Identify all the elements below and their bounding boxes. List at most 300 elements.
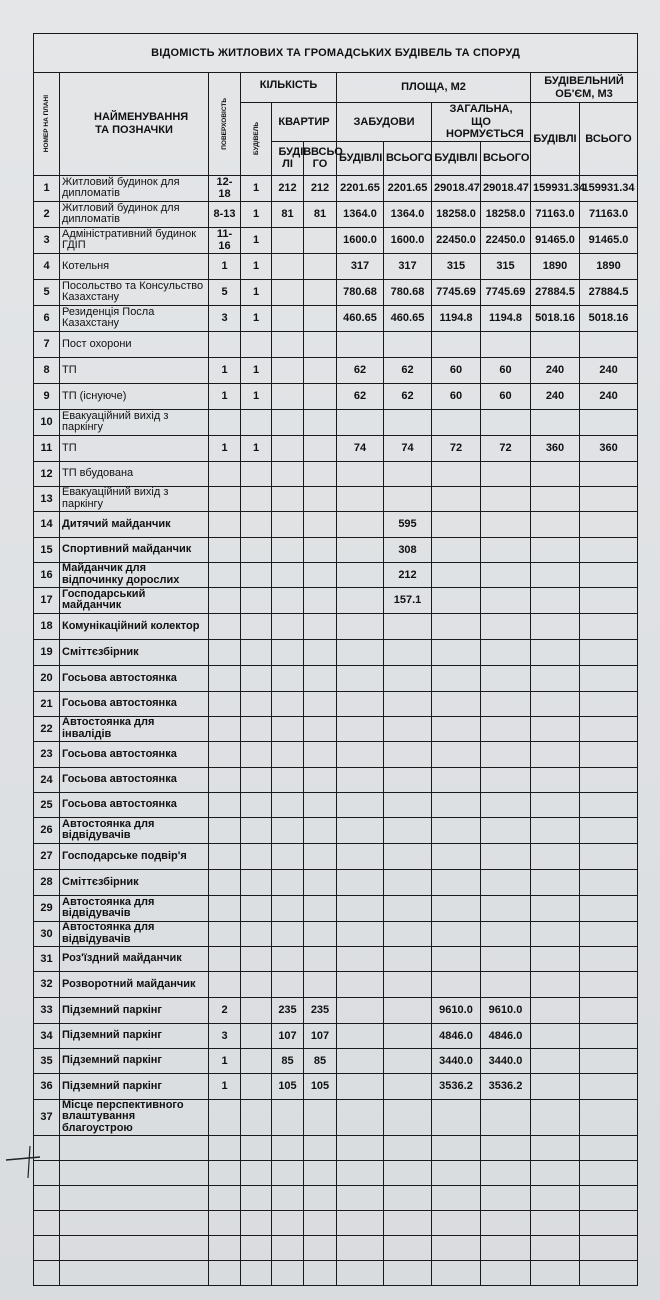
empty-cell [432,1235,481,1260]
empty-cell [481,1135,531,1160]
cell-fp-b: 780.68 [337,279,384,305]
cell-floors [209,716,241,741]
empty-cell [241,1210,272,1235]
cell-fp-t [384,946,432,971]
cell-apt-t [304,537,337,562]
cell-fp-t: 317 [384,253,432,279]
cell-fp-b: 1364.0 [337,201,384,227]
cell-fp-b [337,946,384,971]
cell-gen-t [481,895,531,921]
cell-vol-b [531,817,580,843]
cell-apt-b: 212 [272,175,304,201]
cell-buildings [241,461,272,486]
empty-cell [531,1210,580,1235]
cell-vol-b: 27884.5 [531,279,580,305]
cell-buildings [241,331,272,357]
empty-cell [432,1210,481,1235]
empty-cell [272,1160,304,1185]
cell-fp-b: 2201.65 [337,175,384,201]
header-vol-building: БУДІВЛІ [531,103,580,176]
empty-cell [384,1210,432,1235]
cell-buildings [241,817,272,843]
cell-gen-t [481,562,531,587]
empty-cell [241,1235,272,1260]
cell-gen-t: 4846.0 [481,1023,531,1048]
empty-cell [384,1235,432,1260]
cell-fp-b [337,639,384,665]
cell-fp-t [384,461,432,486]
empty-cell [60,1210,209,1235]
cell-apt-t: 105 [304,1073,337,1099]
cell-apt-b [272,843,304,869]
empty-cell [531,1135,580,1160]
empty-cell [272,1185,304,1210]
cell-vol-t: 1890 [580,253,638,279]
cell-gen-b [432,691,481,716]
cell-fp-b [337,486,384,511]
cell-gen-b [432,486,481,511]
cell-num: 25 [34,792,60,817]
cell-num: 24 [34,767,60,792]
cell-fp-t [384,1073,432,1099]
cell-apt-t [304,843,337,869]
cell-fp-t [384,971,432,997]
empty-cell [384,1135,432,1160]
cell-apt-t [304,305,337,331]
cell-apt-t [304,792,337,817]
cell-num: 7 [34,331,60,357]
cell-apt-t [304,971,337,997]
cell-name: ТП (існуюче) [60,383,209,409]
header-area: ПЛОЩА, М2 [337,73,531,103]
cell-apt-b [272,639,304,665]
table-row [34,409,638,435]
table-row [34,305,638,331]
cell-fp-t [384,1099,432,1135]
cell-floors [209,741,241,767]
cell-gen-b: 60 [432,383,481,409]
empty-cell [241,1160,272,1185]
cell-fp-b [337,613,384,639]
cell-fp-b [337,997,384,1023]
cell-num: 13 [34,486,60,511]
cell-floors [209,895,241,921]
cell-name: Дитячий майданчик [60,511,209,537]
empty-cell [580,1210,638,1235]
cell-name: Комунікаційний колектор [60,613,209,639]
cell-vol-b: 5018.16 [531,305,580,331]
cell-apt-b [272,253,304,279]
cell-fp-t: 1600.0 [384,227,432,253]
table-row [34,792,638,817]
table-row [34,741,638,767]
empty-cell [337,1210,384,1235]
empty-cell [272,1135,304,1160]
cell-vol-b [531,461,580,486]
header-apt-building: БУДІВ ЛІ [272,141,304,175]
cell-vol-t [580,1048,638,1073]
cell-vol-b [531,691,580,716]
cell-num: 34 [34,1023,60,1048]
cell-num: 22 [34,716,60,741]
cell-apt-t [304,486,337,511]
cell-fp-t: 74 [384,435,432,461]
cell-fp-t [384,1023,432,1048]
cell-apt-t [304,461,337,486]
cell-buildings: 1 [241,435,272,461]
empty-cell [384,1260,432,1285]
cell-num: 4 [34,253,60,279]
cell-buildings [241,716,272,741]
empty-cell [272,1210,304,1235]
cell-apt-b: 235 [272,997,304,1023]
cell-vol-b: 240 [531,383,580,409]
cell-gen-b: 60 [432,357,481,383]
cell-fp-b [337,869,384,895]
cell-num: 1 [34,175,60,201]
empty-cell [481,1235,531,1260]
cell-num: 31 [34,946,60,971]
cell-apt-b [272,537,304,562]
empty-cell [304,1260,337,1285]
cell-gen-t [481,843,531,869]
cell-fp-b [337,817,384,843]
header-volume: БУДІВЕЛЬНИЙ ОБ'ЄМ, М3 [531,73,638,103]
cell-fp-b [337,843,384,869]
cell-vol-b [531,511,580,537]
cell-gen-b: 29018.47 [432,175,481,201]
cell-apt-b: 81 [272,201,304,227]
cell-num: 17 [34,587,60,613]
cell-name: Сміттєзбірник [60,869,209,895]
cell-gen-b [432,817,481,843]
table-title: ВІДОМІСТЬ ЖИТЛОВИХ ТА ГРОМАДСЬКИХ БУДІВЕЛЬ ТА СПОРУД [34,34,638,73]
cell-fp-t: 2201.65 [384,175,432,201]
empty-cell [60,1260,209,1285]
cell-vol-b [531,1099,580,1135]
cell-gen-b: 4846.0 [432,1023,481,1048]
cell-buildings [241,741,272,767]
empty-cell [531,1260,580,1285]
cell-name: Котельня [60,253,209,279]
cell-fp-b [337,895,384,921]
cell-vol-t [580,741,638,767]
empty-cell [337,1160,384,1185]
empty-cell [209,1160,241,1185]
empty-cell [337,1185,384,1210]
cell-fp-t [384,486,432,511]
empty-row [34,1135,638,1160]
cell-num: 36 [34,1073,60,1099]
empty-cell [60,1235,209,1260]
cell-vol-t: 240 [580,383,638,409]
cell-buildings [241,665,272,691]
empty-cell [531,1185,580,1210]
cell-gen-t [481,946,531,971]
table-row [34,175,638,201]
empty-cell [241,1135,272,1160]
empty-cell [384,1160,432,1185]
empty-cell [432,1135,481,1160]
header-quantity: КІЛЬКІСТЬ [241,73,337,103]
cell-fp-t [384,895,432,921]
cell-buildings: 1 [241,383,272,409]
empty-cell [481,1160,531,1185]
cell-gen-b [432,843,481,869]
cell-gen-b: 315 [432,253,481,279]
cell-name: Підземний паркінг [60,1023,209,1048]
cell-vol-b [531,767,580,792]
cell-num: 26 [34,817,60,843]
cell-apt-t [304,279,337,305]
empty-cell [432,1160,481,1185]
cell-buildings [241,409,272,435]
cell-gen-t: 1194.8 [481,305,531,331]
cell-num: 37 [34,1099,60,1135]
cell-floors [209,537,241,562]
cell-apt-t [304,665,337,691]
cell-fp-b [337,331,384,357]
cell-apt-b: 85 [272,1048,304,1073]
cell-fp-t [384,716,432,741]
cell-apt-b [272,409,304,435]
cell-fp-t [384,843,432,869]
table-row [34,587,638,613]
header-footprint: ЗАБУДОВИ [337,103,432,142]
cell-vol-b [531,869,580,895]
cell-gen-b [432,792,481,817]
cell-num: 11 [34,435,60,461]
cell-floors [209,691,241,716]
cell-gen-b [432,921,481,946]
header-gen-building: БУДІВЛІ [432,141,481,175]
cell-vol-t [580,843,638,869]
cell-name: Посольство та Консульство Казахстану [60,279,209,305]
empty-cell [34,1260,60,1285]
cell-vol-t [580,587,638,613]
cell-gen-t [481,587,531,613]
cell-gen-b [432,971,481,997]
cell-vol-b: 1890 [531,253,580,279]
cell-num: 35 [34,1048,60,1073]
cell-vol-t: 91465.0 [580,227,638,253]
cell-buildings: 1 [241,305,272,331]
cell-vol-t [580,486,638,511]
cell-num: 19 [34,639,60,665]
cell-name: Евакуаційний вихід з паркінгу [60,486,209,511]
cell-vol-t [580,716,638,741]
cell-name: Спортивний майданчик [60,537,209,562]
cell-floors [209,946,241,971]
empty-cell [304,1210,337,1235]
cell-num: 21 [34,691,60,716]
table-row [34,331,638,357]
cell-apt-b [272,716,304,741]
cell-vol-t [580,639,638,665]
cell-floors: 1 [209,1073,241,1099]
cell-gen-b [432,665,481,691]
cell-floors: 2 [209,997,241,1023]
empty-cell [272,1260,304,1285]
cell-apt-t: 212 [304,175,337,201]
cell-floors [209,971,241,997]
cell-gen-t: 9610.0 [481,997,531,1023]
cell-name: Підземний паркінг [60,1048,209,1073]
buildings-table [33,33,638,1286]
cell-name: Майданчик для відпочинку дорослих [60,562,209,587]
cell-floors [209,1099,241,1135]
cell-apt-t [304,613,337,639]
empty-cell [304,1185,337,1210]
empty-cell [531,1160,580,1185]
table-row [34,716,638,741]
cell-floors [209,409,241,435]
table-row [34,869,638,895]
cell-apt-b [272,227,304,253]
cell-gen-b [432,537,481,562]
header-num-on-plan: НОМЕР НА ПЛАНІ [34,73,60,176]
cell-num: 32 [34,971,60,997]
cell-vol-b [531,613,580,639]
cell-vol-t [580,971,638,997]
empty-cell [304,1135,337,1160]
cell-fp-b: 62 [337,357,384,383]
empty-cell [34,1235,60,1260]
table-row [34,562,638,587]
cell-apt-t: 235 [304,997,337,1023]
cell-apt-b [272,435,304,461]
cell-apt-b [272,279,304,305]
empty-cell [580,1235,638,1260]
cell-gen-b [432,511,481,537]
cell-vol-t [580,1073,638,1099]
cell-gen-t [481,1099,531,1135]
cell-apt-b [272,383,304,409]
cell-gen-t [481,971,531,997]
cell-fp-t [384,331,432,357]
cell-fp-b [337,767,384,792]
cell-gen-b [432,946,481,971]
cell-vol-b [531,562,580,587]
empty-cell [580,1260,638,1285]
cell-name: Госьова автостоянка [60,665,209,691]
header-apt-total: ВСЬО ГО [304,141,337,175]
cell-num: 5 [34,279,60,305]
cell-buildings [241,562,272,587]
cell-buildings [241,1099,272,1135]
cell-apt-b [272,357,304,383]
cell-vol-b [531,486,580,511]
cell-name: Автостоянка для відвідувачів [60,817,209,843]
cell-apt-t [304,331,337,357]
cell-gen-t [481,537,531,562]
cell-vol-t [580,537,638,562]
cell-name: Розворотний майданчик [60,971,209,997]
cell-vol-t [580,562,638,587]
cell-vol-b [531,1048,580,1073]
cell-vol-t [580,331,638,357]
cell-vol-b: 240 [531,357,580,383]
cell-apt-t [304,383,337,409]
cell-apt-b [272,971,304,997]
cell-gen-t [481,461,531,486]
cell-num: 18 [34,613,60,639]
cell-vol-t [580,817,638,843]
cell-vol-t: 159931.34 [580,175,638,201]
cell-gen-t: 72 [481,435,531,461]
cell-num: 20 [34,665,60,691]
cell-name: Господарський майданчик [60,587,209,613]
pen-tick-mark [6,1140,42,1180]
cell-fp-b [337,587,384,613]
cell-gen-t [481,331,531,357]
table-row [34,357,638,383]
cell-fp-t: 780.68 [384,279,432,305]
empty-cell [580,1185,638,1210]
empty-cell [241,1260,272,1285]
cell-floors [209,613,241,639]
cell-fp-t [384,639,432,665]
table-row [34,665,638,691]
empty-cell [580,1135,638,1160]
cell-apt-b [272,895,304,921]
cell-gen-b [432,562,481,587]
cell-buildings [241,1048,272,1073]
cell-floors [209,562,241,587]
empty-cell [60,1135,209,1160]
cell-gen-t: 29018.47 [481,175,531,201]
cell-buildings: 1 [241,175,272,201]
cell-vol-b [531,946,580,971]
cell-apt-b: 107 [272,1023,304,1048]
cell-fp-t: 212 [384,562,432,587]
cell-apt-t [304,946,337,971]
cell-floors [209,331,241,357]
cell-apt-t [304,587,337,613]
cell-vol-b: 360 [531,435,580,461]
cell-vol-t: 27884.5 [580,279,638,305]
table-row [34,511,638,537]
cell-apt-t [304,716,337,741]
cell-buildings [241,767,272,792]
cell-vol-t [580,665,638,691]
table-body [34,175,638,1285]
cell-buildings: 1 [241,357,272,383]
cell-fp-t [384,613,432,639]
cell-gen-t: 22450.0 [481,227,531,253]
cell-gen-t [481,716,531,741]
cell-gen-b [432,331,481,357]
cell-floors [209,486,241,511]
cell-floors: 11-16 [209,227,241,253]
cell-vol-t [580,869,638,895]
cell-vol-t [580,1023,638,1048]
empty-cell [481,1210,531,1235]
cell-fp-b: 460.65 [337,305,384,331]
cell-num: 29 [34,895,60,921]
cell-num: 16 [34,562,60,587]
cell-name: ТП [60,435,209,461]
header-fp-total: ВСЬОГО [384,141,432,175]
header-name: НАЙМЕНУВАННЯ ТА ПОЗНАЧКИ [60,73,209,176]
cell-apt-t [304,869,337,895]
cell-fp-b [337,511,384,537]
empty-cell [209,1185,241,1210]
cell-gen-b [432,716,481,741]
cell-fp-b [337,921,384,946]
cell-vol-b [531,1073,580,1099]
cell-fp-t: 308 [384,537,432,562]
